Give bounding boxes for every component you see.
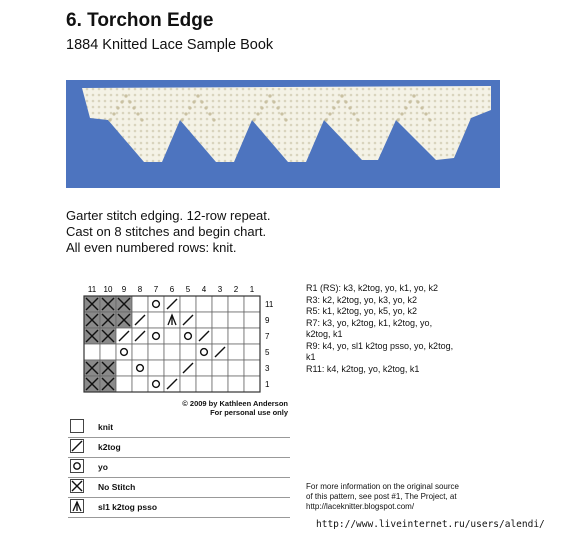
legend-label: yo — [98, 462, 108, 472]
chart-cell — [148, 360, 164, 376]
row-label: 1 — [265, 380, 270, 389]
lace-eyelet — [140, 118, 143, 121]
chart-cell — [228, 328, 244, 344]
chart-cell — [180, 328, 196, 344]
copyright-text: © 2009 by Kathleen Anderson — [182, 399, 288, 408]
chart-cell — [132, 360, 148, 376]
column-label: 9 — [121, 285, 127, 294]
column-label: 7 — [153, 285, 159, 294]
lace-eyelet — [412, 94, 415, 97]
legend-label: k2tog — [98, 442, 121, 452]
chart-cell — [164, 360, 180, 376]
lace-eyelet — [324, 118, 327, 121]
page-subtitle: 1884 Knitted Lace Sample Book — [66, 37, 274, 53]
chart-cell — [196, 344, 212, 360]
chart-cell — [244, 360, 260, 376]
legend-row-k2tog — [68, 437, 290, 458]
chart-cell — [212, 312, 228, 328]
chart-cell — [228, 376, 244, 392]
instruction-line: R11: k4, k2tog, yo, k2tog, k1 — [306, 363, 420, 374]
lace-eyelet — [136, 112, 139, 115]
lace-eyelet — [408, 100, 411, 103]
chart-cell — [244, 376, 260, 392]
chart-cell — [212, 328, 228, 344]
lace-eyelet — [264, 100, 267, 103]
yo-symbol-icon — [70, 459, 84, 473]
instruction-line: R3: k2, k2tog, yo, k3, yo, k2 — [306, 294, 418, 305]
chart-cell — [148, 312, 164, 328]
lace-eyelet — [192, 100, 195, 103]
chart-cell — [116, 360, 132, 376]
chart-cell — [228, 360, 244, 376]
chart-cell — [116, 344, 132, 360]
legend-row-yo — [68, 457, 290, 478]
page-title: 6. Torchon Edge — [66, 10, 214, 31]
lace-eyelet — [116, 106, 119, 109]
lace-eyelet — [132, 106, 135, 109]
chart-cell — [148, 376, 164, 392]
chart-cell — [244, 328, 260, 344]
chart-cell — [212, 376, 228, 392]
lace-eyelet — [184, 112, 187, 115]
lace-eyelet — [336, 100, 339, 103]
lace-eyelet — [400, 112, 403, 115]
lace-eyelet — [396, 118, 399, 121]
chart-cell — [116, 376, 132, 392]
chart-cell — [196, 376, 212, 392]
lace-eyelet — [404, 106, 407, 109]
chart-cell — [148, 344, 164, 360]
chart-cell — [180, 296, 196, 312]
lace-eyelet — [188, 106, 191, 109]
watermark-url: http://www.liveinternet.ru/users/alendi/ — [316, 519, 545, 530]
chart-cell — [100, 344, 116, 360]
column-label: 1 — [249, 285, 255, 294]
legend-label: No Stitch — [98, 482, 136, 492]
instruction-line: R1 (RS): k3, k2tog, yo, k1, yo, k2 — [306, 283, 439, 293]
lace-eyelet — [124, 94, 127, 97]
lace-eyelet — [284, 118, 287, 121]
column-label: 10 — [103, 285, 113, 294]
instruction-line: R7: k3, yo, k2tog, k1, k2tog, yo, — [306, 317, 433, 328]
lace-eyelet — [260, 106, 263, 109]
column-label: 3 — [217, 285, 223, 294]
lace-eyelet — [268, 94, 271, 97]
lace-eyelet — [356, 118, 359, 121]
chart-cell — [148, 296, 164, 312]
personal-use-text: For personal use only — [210, 408, 288, 417]
lace-eyelet — [120, 100, 123, 103]
lace-eyelet — [352, 112, 355, 115]
row-label: 5 — [265, 348, 270, 357]
lace-eyelet — [340, 94, 343, 97]
lace-eyelet — [204, 106, 207, 109]
lace-eyelet — [256, 112, 259, 115]
chart-cell — [212, 296, 228, 312]
sl1-k2tog-psso-symbol-icon — [70, 499, 84, 513]
intro-line: Garter stitch edging. 12-row repeat. — [66, 208, 271, 223]
more-info-note — [306, 482, 459, 512]
chart-cell — [132, 344, 148, 360]
chart-cell — [244, 312, 260, 328]
chart-cell — [164, 344, 180, 360]
chart-cell — [244, 296, 260, 312]
chart-cell — [148, 328, 164, 344]
lace-eyelet — [344, 100, 347, 103]
lace-eyelet — [108, 118, 111, 121]
lace-eyelet — [112, 112, 115, 115]
intro-line: Cast on 8 stitches and begin chart. — [66, 224, 267, 239]
chart-cell — [180, 344, 196, 360]
chart-credit — [140, 399, 288, 417]
knitting-chart — [80, 282, 290, 394]
lace-eyelet — [272, 100, 275, 103]
lace-eyelet — [424, 112, 427, 115]
more-info-line: of this pattern, see post #1, The Project, at — [306, 492, 457, 501]
row-label: 3 — [265, 364, 270, 373]
more-info-line: For more information on the original source — [306, 482, 459, 491]
chart-cell — [84, 344, 100, 360]
row-instructions — [306, 283, 453, 375]
lace-eyelet — [428, 118, 431, 121]
lace-eyelet — [200, 100, 203, 103]
column-label: 6 — [169, 285, 175, 294]
lace-eyelet — [420, 106, 423, 109]
instruction-line: k2tog, k1 — [306, 329, 343, 339]
chart-cell — [132, 296, 148, 312]
lace-eyelet — [332, 106, 335, 109]
column-label: 2 — [233, 285, 239, 294]
legend-row-sl1-k2tog-psso — [68, 497, 290, 518]
chart-cell — [212, 360, 228, 376]
lace-eyelet — [348, 106, 351, 109]
lace-eyelet — [212, 118, 215, 121]
k2tog-symbol-icon — [70, 439, 84, 453]
lace-eyelet — [208, 112, 211, 115]
row-label: 9 — [265, 316, 270, 325]
instruction-line: k1 — [306, 352, 316, 362]
chart-cell — [196, 360, 212, 376]
lace-eyelet — [280, 112, 283, 115]
chart-cell — [196, 312, 212, 328]
chart-cell — [164, 328, 180, 344]
chart-cell — [180, 376, 196, 392]
row-label: 11 — [265, 300, 274, 309]
lace-eyelet — [180, 118, 183, 121]
intro-line: All even numbered rows: knit. — [66, 240, 237, 255]
column-label: 11 — [87, 285, 97, 294]
lace-sample-photo — [66, 80, 500, 188]
legend-row-no-stitch — [68, 477, 290, 498]
chart-cell — [244, 344, 260, 360]
legend-label: sl1 k2tog psso — [98, 502, 158, 512]
lace-eyelet — [328, 112, 331, 115]
chart-cell — [132, 376, 148, 392]
chart-cell — [228, 296, 244, 312]
column-label: 4 — [201, 285, 207, 294]
no-stitch-symbol-icon — [70, 479, 84, 493]
instruction-line: R9: k4, yo, sl1 k2tog psso, yo, k2tog, — [306, 340, 454, 351]
chart-cell — [228, 312, 244, 328]
lace-eyelet — [252, 118, 255, 121]
chart-cell — [196, 296, 212, 312]
more-info-line: http://laceknitter.blogspot.com/ — [306, 502, 415, 511]
knit-symbol-icon — [70, 419, 84, 433]
lace-eyelet — [128, 100, 131, 103]
legend-label: knit — [98, 422, 114, 432]
chart-cell — [228, 344, 244, 360]
column-label: 5 — [185, 285, 191, 294]
lace-eyelet — [276, 106, 279, 109]
row-label: 7 — [265, 332, 270, 341]
intro-text — [66, 208, 271, 256]
lace-eyelet — [416, 100, 419, 103]
lace-eyelet — [196, 94, 199, 97]
instruction-line: R5: k1, k2tog, yo, k5, yo, k2 — [306, 306, 418, 316]
column-label: 8 — [137, 285, 143, 294]
legend-row-knit — [68, 417, 290, 438]
